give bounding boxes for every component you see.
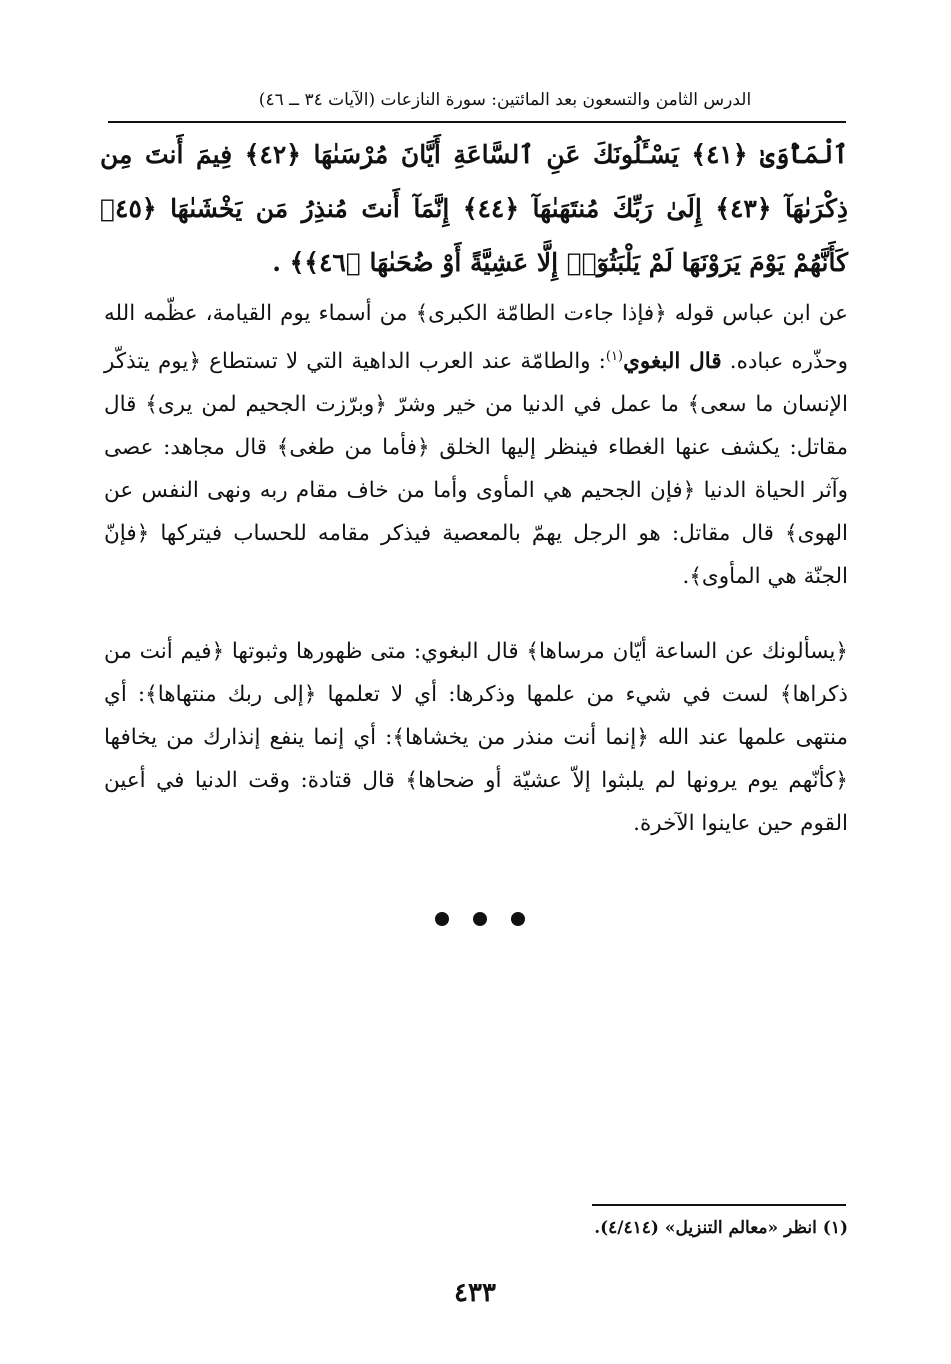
running-header: الدرس الثامن والتسعون بعد المائتين: سورة النازعات (الآيات ٣٤ ــ ٤٦) <box>258 90 752 110</box>
footnote-divider <box>592 1204 846 1206</box>
footnote-reference[interactable]: (١) <box>605 349 624 364</box>
separator-dot <box>511 912 525 926</box>
separator-dot <box>435 912 449 926</box>
page-number: ٤٣٣ <box>454 1278 496 1308</box>
paragraph-1-body: : والطامّة عند العرب الداهية التي لا تستطاع ﴿يوم يتذكّر الإنسان ما سعى﴾ ما عمل في الدنيا من خير وشرّ ﴿وبرّزت الجحيم لمن يرى﴾ قال مقاتل: يكشف عنها الغطاء فينظر إليها الخلق ﴿فأما من طغى﴾ قال مجاهد: عصى وآثر الحياة الدنيا ﴿فإن الجحيم هي المأوى وأما من خاف مقام ربه ونهى النفس عن الهوى﴾ قال مقاتل: هو الرجل يهمّ بالمعصية فيذكر مقامه للحساب فيتركها ﴿فإنّ الجنّة هي المأوى﴾. <box>104 349 848 590</box>
footnote: (١) انظر «معالم التنزيل» (٤/٤١٤). <box>594 1218 848 1238</box>
separator-dot <box>473 912 487 926</box>
paragraph-1-opening: عن ابن عباس قوله ﴿فإذا جاءت الطامّة الكبرى﴾ من أسماء يوم القيامة، عظّمه الله وحذّره عباده. <box>104 301 848 375</box>
commentary-paragraph-2: ﴿يسألونك عن الساعة أيّان مرساها﴾ قال البغوي: متى ظهورها وثبوتها ﴿فيم أنت من ذكراها﴾ لست في شيء من علمها وذكرها: أي لا تعلمها ﴿إلى ربك منتهاها﴾: أي منتهى علمها عند الله ﴿إنما أنت منذر من يخشاها﴾: أي إنما ينفع إنذارك من يخافها ﴿كأنّهم يوم يرونها لم يلبثوا إلاّ عشيّة أو ضحاها﴾ قال قتادة: وقت الدنيا في أعين القوم حين عاينوا الآخرة. <box>104 639 848 836</box>
header-divider <box>108 121 846 123</box>
scholar-name-baghawi: قال البغوي <box>623 349 722 375</box>
quran-verses: ٱلْمَأْوَىٰ ﴿٤١﴾ يَسْـَٔلُونَكَ عَنِ ٱلسَّاعَةِ أَيَّانَ مُرْسَىٰهَا ﴿٤٢﴾ فِيمَ أَنتَ مِن ذِكْرَىٰهَآ ﴿٤٣﴾ إِلَىٰ رَبِّكَ مُنتَهَىٰهَآ ﴿٤٤﴾ إِنَّمَآ أَنتَ مُنذِرُ مَن يَخْشَىٰهَا ﴿٤٥﴾ كَأَنَّهُمْ يَوْمَ يَرَوْنَهَا لَمْ يَلْبَثُوٓا۟ إِلَّا عَشِيَّةً أَوْ ضُحَىٰهَا ﴿٤٦﴾﴾ . <box>100 140 848 277</box>
commentary-paragraph-1 <box>104 292 848 598</box>
section-separator <box>435 912 525 926</box>
